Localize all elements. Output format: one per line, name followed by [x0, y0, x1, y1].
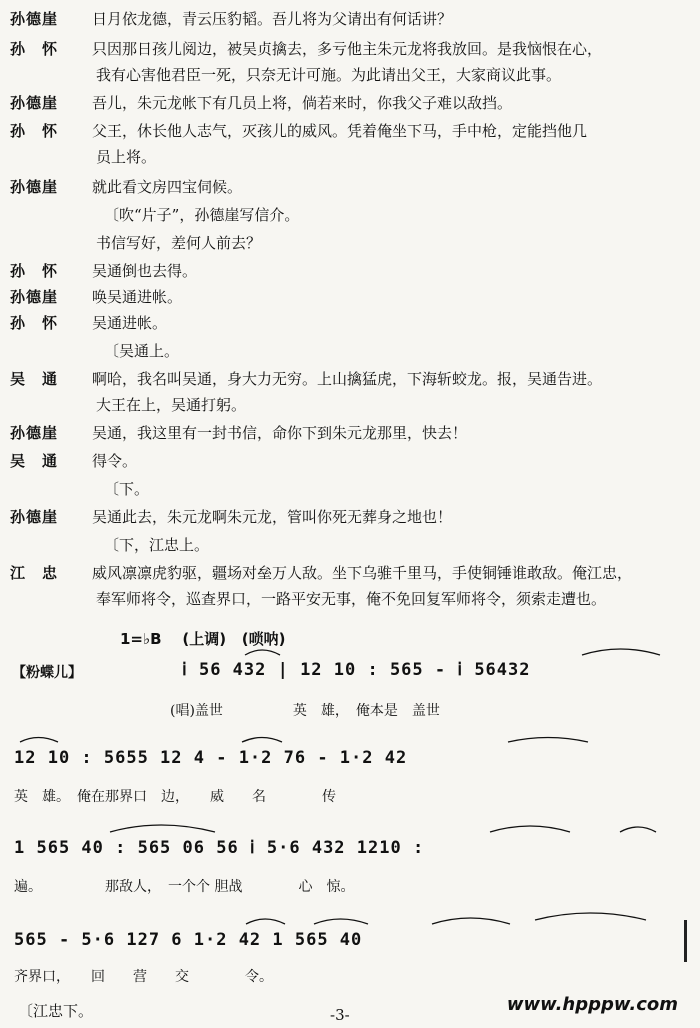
notation-row-2: 12 10 : 5655 12 4 - 1·2 76 - 1·2 42 [14, 748, 408, 768]
lyric-row-2: 英 雄。 俺在那界口 边， 威 名 传 [14, 789, 336, 805]
dialogue-text: 吴通，我这里有一封书信，命你下到朱元龙那里，快去！ [92, 424, 468, 442]
lyric-row-3: 遍。 那敌人， 一个个 胆战 心 惊。 [14, 879, 355, 895]
final-barline [684, 920, 687, 962]
page-number: -3- [330, 1006, 350, 1024]
speaker-name: 孙德崖 [10, 424, 59, 442]
slur-mark [246, 919, 285, 924]
notation-row-3: 1 565 40 : 565 06 56 ⅰ 5·6 432 1210 : [14, 838, 425, 858]
speaker-name: 江 忠 [10, 564, 59, 582]
dialogue-text: 书信写好，差何人前去？ [96, 234, 262, 252]
slur-mark [20, 738, 58, 743]
speaker-name: 孙 怀 [10, 122, 59, 140]
slur-mark [582, 649, 660, 655]
lyric-row-4: 齐界口， 回 营 交 令。 [14, 969, 273, 985]
speaker-name: 孙德崖 [10, 508, 59, 526]
stage-text: 〔吴通上。 [104, 342, 180, 360]
stage-text: 〔下。 [104, 480, 150, 498]
dialogue-text: 唤吴通进帐。 [92, 288, 183, 306]
dialogue-text: 威风凛凛虎豹驱，疆场对垒万人敌。坐下乌骓千里马，手使铜锤谁敢敌。俺江忠， [92, 564, 633, 582]
dialogue-text: 只因那日孩儿阅边，被吴贞擒去，多亏他主朱元龙将我放回。是我恼恨在心， [92, 40, 603, 58]
instrument-label: (唢呐) [241, 630, 286, 648]
site-watermark: www.hpppw.com [506, 994, 678, 1015]
slur-mark [314, 919, 368, 924]
score-header [120, 628, 286, 649]
speaker-name: 孙 怀 [10, 314, 59, 332]
dialogue-text: 吴通倒也去得。 [92, 262, 198, 280]
tune-label: 【粉蝶儿】 [12, 665, 82, 681]
dialogue-text: 大王在上，吴通打躬。 [96, 396, 247, 414]
slur-mark [508, 738, 588, 743]
dialogue-text: 吾儿，朱元龙帐下有几员上将，倘若来时，你我父子难以敌挡。 [92, 94, 513, 112]
stage-text: 〔下，江忠上。 [104, 536, 210, 554]
mode-label: (上调) [182, 630, 227, 648]
dialogue-text: 父王，休长他人志气，灭孩儿的威风。凭着俺坐下马，手中枪，定能挡他几 [92, 122, 588, 140]
slur-mark [110, 825, 215, 832]
dialogue-text: 吴通此去，朱元龙啊朱元龙，管叫你死无葬身之地也！ [92, 508, 453, 526]
speaker-name: 吴 通 [10, 370, 59, 388]
stage-direction: 〔江忠下。 [18, 1002, 94, 1020]
dialogue-text: 就此看文房四宝伺候。 [92, 178, 243, 196]
notation-row-1: ⅰ 56 432 | 12 10 : 565 - ⅰ 56432 [182, 660, 531, 680]
slur-mark [535, 913, 646, 920]
notation-row-4: 565 - 5·6 127 6 1·2 42 1 565 40 [14, 930, 363, 950]
dialogue-text: 日月依龙德，青云压豹韬。吾儿将为父请出有何话讲？ [92, 10, 453, 28]
dialogue-text: 员上将。 [96, 148, 157, 166]
stage-text: 〔吹“片子”，孙德崖写信介。 [104, 206, 300, 224]
speaker-name: 孙德崖 [10, 178, 59, 196]
slur-mark [242, 738, 282, 743]
speaker-name: 孙德崖 [10, 94, 59, 112]
dialogue-text: 我有心害他君臣一死，只奈无计可施。为此请出父王，大家商议此事。 [96, 66, 562, 84]
dialogue-text: 啊哈，我名叫吴通，身大力无穷。上山擒猛虎，下海斩蛟龙。报，吴通告进。 [92, 370, 603, 388]
dialogue-text: 得令。 [92, 452, 138, 470]
slur-mark [490, 826, 570, 832]
slur-mark [432, 918, 510, 924]
slur-mark [245, 650, 280, 655]
dialogue-text: 吴通进帐。 [92, 314, 168, 332]
speaker-name: 孙德崖 [10, 288, 59, 306]
speaker-name: 孙德崖 [10, 10, 59, 28]
speaker-name: 吴 通 [10, 452, 59, 470]
speaker-name: 孙 怀 [10, 40, 59, 58]
slur-mark [620, 827, 656, 832]
key-signature: 1=♭B [120, 630, 162, 648]
lyric-row-1: (唱)盖世 英 雄， 俺本是 盖世 [170, 703, 440, 719]
speaker-name: 孙 怀 [10, 262, 59, 280]
dialogue-text: 奉军师将令，巡查界口，一路平安无事，俺不免回复军师将令，须索走遭也。 [96, 590, 607, 608]
